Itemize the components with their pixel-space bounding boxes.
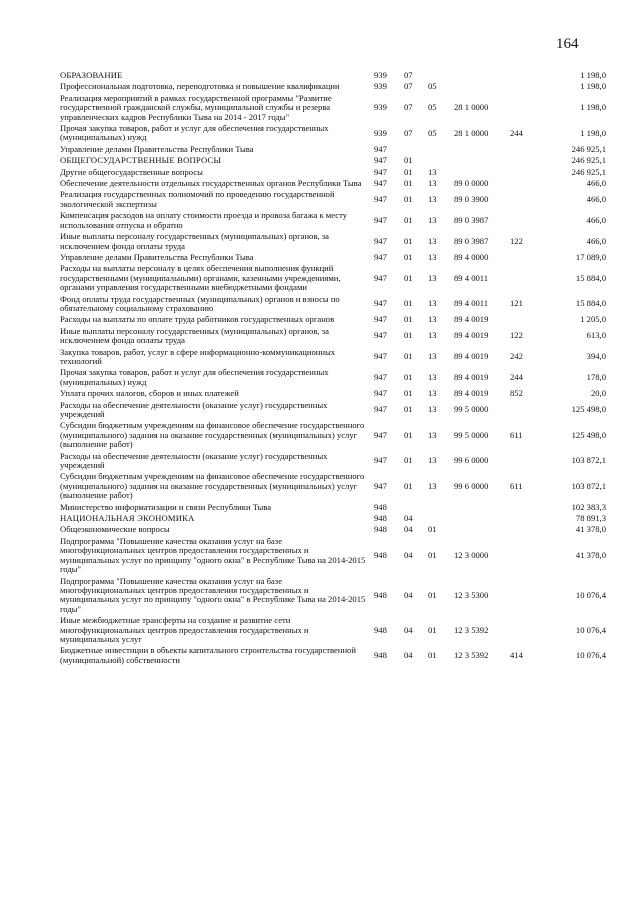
row-amount: 613,0 <box>586 330 606 341</box>
row-amount: 10 076,4 <box>575 650 606 661</box>
row-ministry-code: 947 <box>374 251 387 262</box>
row-ministry-code: 947 <box>374 404 387 415</box>
row-ministry-code: 948 <box>374 513 387 524</box>
row-expense-type-code <box>510 314 544 325</box>
row-expense-type-code: 611 <box>510 480 523 491</box>
row-amount: 15 884,0 <box>575 272 606 283</box>
table-row <box>60 81 606 92</box>
row-target-article-code <box>454 81 510 92</box>
row-subsection-code <box>428 155 454 166</box>
row-target-article-code: 89 4 0019 <box>454 314 489 325</box>
row-target-article-code <box>454 70 510 81</box>
row-target-article-code: 89 4 0019 <box>454 372 489 383</box>
row-ministry-code: 948 <box>374 524 387 535</box>
row-amount: 1 205,0 <box>580 314 606 325</box>
row-section-code: 04 <box>404 524 413 535</box>
table-row <box>60 524 606 535</box>
row-ministry-code: 947 <box>374 314 387 325</box>
row-subsection-code: 05 <box>428 81 437 92</box>
row-amount: 102 383,3 <box>571 501 606 512</box>
table-row <box>60 451 606 472</box>
row-description: Прочая закупка товаров, работ и услуг для обеспечения государственных (муниципальных) нужд <box>60 367 329 387</box>
row-target-article-code: 99 5 0000 <box>454 429 489 440</box>
row-section-code: 01 <box>404 235 413 246</box>
row-section-code <box>404 144 428 155</box>
row-ministry-code: 947 <box>374 388 387 399</box>
row-amount: 246 925,1 <box>571 143 606 154</box>
row-subsection-code: 13 <box>428 272 437 283</box>
table-row <box>60 93 606 123</box>
row-ministry-code: 947 <box>374 235 387 246</box>
row-ministry-code: 948 <box>374 624 387 635</box>
table-row <box>60 326 606 347</box>
row-target-article-code: 89 4 0019 <box>454 388 489 399</box>
row-amount: 1 198,0 <box>580 127 606 138</box>
row-description: Расходы на обеспечение деятельности (оказание услуг) государственных учреждений <box>60 450 328 471</box>
row-target-article-code: 99 6 0000 <box>454 480 489 491</box>
row-expense-type-code <box>510 536 544 576</box>
row-section-code: 07 <box>404 81 413 92</box>
table-row <box>60 314 606 325</box>
row-section-code: 01 <box>404 330 413 341</box>
row-description: Реализация мероприятий в рамках государственной программы "Развитие государственной гражданской службы, муниципальной службы и резерва управленческих кадров Республики Тыва на 2014 - 2017 годы" <box>60 92 332 122</box>
row-subsection-code: 13 <box>428 480 437 491</box>
row-target-article-code <box>454 167 510 178</box>
row-amount: 1 198,0 <box>580 70 606 80</box>
row-amount: 246 925,1 <box>571 166 606 177</box>
row-subsection-code: 01 <box>428 650 437 661</box>
row-ministry-code: 948 <box>374 650 387 661</box>
row-ministry-code: 947 <box>374 330 387 341</box>
table-row <box>60 167 606 178</box>
row-description: Обеспечение деятельности отдельных государственных органов Республики Тыва <box>60 178 362 189</box>
row-ministry-code: 947 <box>374 194 387 205</box>
row-section-code: 01 <box>404 272 413 283</box>
row-amount: 41 378,0 <box>575 524 606 535</box>
row-expense-type-code <box>510 576 544 616</box>
row-amount: 1 198,0 <box>580 102 606 113</box>
row-target-article-code: 28 1 0000 <box>454 127 489 138</box>
row-amount: 125 498,0 <box>571 429 606 440</box>
row-target-article-code: 89 4 0000 <box>454 251 489 262</box>
row-subsection-code: 13 <box>428 178 437 189</box>
row-description: ОБЩЕГОСУДАРСТВЕННЫЕ ВОПРОСЫ <box>60 155 222 166</box>
row-target-article-code: 12 3 0000 <box>454 549 489 560</box>
row-subsection-code <box>428 502 454 513</box>
row-ministry-code: 947 <box>374 166 387 177</box>
row-description: Иные выплаты персоналу государственных (муниципальных) органов, за исключением фонда оплаты труда <box>60 325 329 346</box>
row-expense-type-code: 852 <box>510 388 523 399</box>
row-target-article-code <box>454 524 510 535</box>
row-ministry-code: 947 <box>374 155 387 166</box>
table-row <box>60 388 606 399</box>
row-description: Уплата прочих налогов, сборов и иных платежей <box>60 388 239 399</box>
row-section-code: 04 <box>404 589 413 600</box>
row-expense-type-code <box>510 252 544 263</box>
row-expense-type-code <box>510 513 544 524</box>
table-row <box>60 347 606 368</box>
row-subsection-code: 13 <box>428 388 437 399</box>
row-amount: 103 872,1 <box>571 455 606 466</box>
row-target-article-code: 89 0 3987 <box>454 214 489 225</box>
row-subsection-code: 13 <box>428 314 437 325</box>
row-ministry-code: 947 <box>374 298 387 309</box>
row-section-code: 01 <box>404 404 413 415</box>
row-amount: 394,0 <box>586 351 606 362</box>
row-section-code: 04 <box>404 624 413 635</box>
row-subsection-code <box>428 513 454 524</box>
row-description: Расходы на выплаты персоналу в целях обеспечения выполнения функций государственными (муниципальными) органами, казенными учреждениями, органами управления государственными внебюджетными фондами <box>60 263 341 293</box>
row-ministry-code: 939 <box>374 70 387 80</box>
row-expense-type-code <box>510 210 544 231</box>
row-subsection-code: 13 <box>428 194 437 205</box>
row-expense-type-code: 121 <box>510 298 523 309</box>
row-subsection-code: 13 <box>428 251 437 262</box>
table-row <box>60 536 606 576</box>
row-description: Иные межбюджетные трансферты на создание и развитие сети многофункциональных центров предоставления государственных и муниципальных услуг <box>60 615 309 644</box>
row-subsection-code: 13 <box>428 429 437 440</box>
row-description: Профессиональная подготовка, переподготовка и повышение квалификации <box>60 81 340 92</box>
row-subsection-code: 13 <box>428 330 437 341</box>
row-section-code: 04 <box>404 549 413 560</box>
row-section-code: 07 <box>404 70 413 80</box>
table-row <box>60 178 606 189</box>
row-description: Фонд оплаты труда государственных (муниципальных) органов и взносы по обязательному социальному страхованию <box>60 293 340 313</box>
page-number: 164 <box>556 36 579 52</box>
table-row <box>60 189 606 210</box>
row-section-code: 01 <box>404 480 413 491</box>
table-row <box>60 231 606 252</box>
table-row <box>60 123 606 144</box>
row-description: Общеэкономические вопросы <box>60 524 170 535</box>
row-description: Компенсация расходов на оплату стоимости проезда и провоза багажа к месту использования отпуска и обратно <box>60 210 348 230</box>
row-target-article-code <box>454 155 510 166</box>
row-expense-type-code <box>510 178 544 189</box>
row-ministry-code: 948 <box>374 501 387 512</box>
row-subsection-code <box>428 144 454 155</box>
row-description: НАЦИОНАЛЬНАЯ ЭКОНОМИКА <box>60 513 195 524</box>
row-expense-type-code: 244 <box>510 372 523 383</box>
row-description: Другие общегосударственные вопросы <box>60 166 203 177</box>
row-expense-type-code <box>510 81 544 92</box>
row-expense-type-code: 244 <box>510 127 523 138</box>
row-amount: 466,0 <box>586 235 606 246</box>
row-description: Расходы на выплаты по оплате труда работников государственных органов <box>60 314 335 325</box>
row-ministry-code: 939 <box>374 81 387 92</box>
row-expense-type-code <box>510 263 544 293</box>
table-row <box>60 367 606 388</box>
row-target-article-code: 89 0 3900 <box>454 194 489 205</box>
row-subsection-code: 13 <box>428 455 437 466</box>
row-description: Субсидии бюджетным учреждениям на финансовое обеспечение государственного (муниципального) задания на оказание государственных (муниципальных) услуг (выполнение работ) <box>60 471 365 501</box>
table-row <box>60 420 606 450</box>
table-row <box>60 576 606 616</box>
row-subsection-code <box>428 70 454 81</box>
row-ministry-code: 947 <box>374 480 387 491</box>
row-target-article-code <box>454 502 510 513</box>
row-expense-type-code <box>510 70 544 81</box>
row-target-article-code: 89 4 0019 <box>454 351 489 362</box>
row-ministry-code: 947 <box>374 272 387 283</box>
row-target-article-code: 99 6 0000 <box>454 455 489 466</box>
row-section-code: 01 <box>404 388 413 399</box>
row-target-article-code <box>454 144 510 155</box>
row-subsection-code: 01 <box>428 624 437 635</box>
row-description: Управление делами Правительства Республики Тыва <box>60 251 254 262</box>
row-description: Бюджетные инвестиции в объекты капитального строительства государственной (муниципальной) собственности <box>60 645 356 665</box>
row-subsection-code: 13 <box>428 214 437 225</box>
row-amount: 10 076,4 <box>575 589 606 600</box>
row-target-article-code: 12 3 5392 <box>454 624 489 635</box>
row-expense-type-code <box>510 93 544 123</box>
row-ministry-code: 948 <box>374 589 387 600</box>
row-target-article-code: 89 4 0019 <box>454 330 489 341</box>
row-target-article-code <box>454 513 510 524</box>
row-amount: 466,0 <box>586 214 606 225</box>
row-section-code: 07 <box>404 127 413 138</box>
table-row <box>60 615 606 645</box>
row-ministry-code: 947 <box>374 214 387 225</box>
row-amount: 1 198,0 <box>580 81 606 92</box>
row-subsection-code: 13 <box>428 298 437 309</box>
row-amount: 125 498,0 <box>571 404 606 415</box>
row-section-code <box>404 502 428 513</box>
row-section-code: 01 <box>404 298 413 309</box>
table-row <box>60 400 606 421</box>
row-description: Реализация государственных полномочий по проведению государственной экологической экспертизы <box>60 189 335 209</box>
row-amount: 178,0 <box>586 372 606 383</box>
row-amount: 10 076,4 <box>575 624 606 635</box>
row-ministry-code: 939 <box>374 102 387 113</box>
row-subsection-code: 01 <box>428 524 437 535</box>
row-section-code: 04 <box>404 513 413 524</box>
row-subsection-code: 01 <box>428 589 437 600</box>
row-expense-type-code <box>510 144 544 155</box>
row-target-article-code: 12 3 5300 <box>454 589 489 600</box>
table-row <box>60 144 606 155</box>
row-description: Закупка товаров, работ, услуг в сфере информационно-коммуникационных технологий <box>60 346 336 366</box>
table-row <box>60 294 606 315</box>
row-section-code: 04 <box>404 650 413 661</box>
row-section-code: 01 <box>404 155 413 166</box>
row-target-article-code: 89 0 0000 <box>454 178 489 189</box>
row-expense-type-code <box>510 615 544 645</box>
row-ministry-code: 947 <box>374 429 387 440</box>
row-subsection-code: 13 <box>428 372 437 383</box>
row-subsection-code: 01 <box>428 549 437 560</box>
table-row <box>60 210 606 231</box>
row-description: ОБРАЗОВАНИЕ <box>60 70 123 80</box>
table-row <box>60 70 606 81</box>
row-subsection-code: 13 <box>428 166 437 177</box>
row-description: Расходы на обеспечение деятельности (оказание услуг) государственных учреждений <box>60 399 328 419</box>
row-section-code: 01 <box>404 166 413 177</box>
row-subsection-code: 13 <box>428 235 437 246</box>
row-expense-type-code: 611 <box>510 429 523 440</box>
table-row <box>60 252 606 263</box>
row-target-article-code: 99 5 0000 <box>454 404 489 415</box>
row-target-article-code: 28 1 0000 <box>454 102 489 113</box>
row-amount: 78 891,3 <box>575 513 606 524</box>
budget-table <box>60 70 606 666</box>
budget-table-body <box>60 70 606 666</box>
row-ministry-code: 947 <box>374 455 387 466</box>
table-row <box>60 263 606 293</box>
row-amount: 246 925,1 <box>571 155 606 166</box>
row-section-code: 01 <box>404 194 413 205</box>
row-description: Подпрограмма "Повышение качества оказания услуг на базе многофункциональных центров предоставления государственных и муниципальных услуг по принципу "одного окна" в Республике Тыва на 2014-2015 годы" <box>60 575 366 614</box>
row-expense-type-code: 242 <box>510 351 523 362</box>
row-amount: 466,0 <box>586 178 606 189</box>
row-section-code: 01 <box>404 178 413 189</box>
row-target-article-code: 12 3 5392 <box>454 650 489 661</box>
row-subsection-code: 13 <box>428 404 437 415</box>
table-row <box>60 155 606 166</box>
table-row <box>60 502 606 513</box>
row-amount: 466,0 <box>586 194 606 205</box>
table-row <box>60 645 606 666</box>
row-section-code: 01 <box>404 455 413 466</box>
row-section-code: 07 <box>404 102 413 113</box>
row-target-article-code: 89 4 0011 <box>454 298 489 309</box>
row-amount: 15 884,0 <box>575 298 606 309</box>
row-expense-type-code: 122 <box>510 235 523 246</box>
row-description: Министерство информатизации и связи Республики Тыва <box>60 501 272 512</box>
row-section-code: 01 <box>404 251 413 262</box>
row-ministry-code: 947 <box>374 143 387 154</box>
row-expense-type-code: 414 <box>510 650 523 661</box>
row-description: Прочая закупка товаров, работ и услуг для обеспечения государственных (муниципальных) нужд <box>60 123 329 143</box>
row-expense-type-code <box>510 400 544 421</box>
row-amount: 17 089,0 <box>575 251 606 262</box>
row-description: Иные выплаты персоналу государственных (муниципальных) органов, за исключением фонда оплаты труда <box>60 231 329 251</box>
row-amount: 20,0 <box>590 388 606 399</box>
row-section-code: 01 <box>404 372 413 383</box>
row-subsection-code: 13 <box>428 351 437 362</box>
row-ministry-code: 948 <box>374 549 387 560</box>
row-expense-type-code <box>510 167 544 178</box>
row-subsection-code: 05 <box>428 102 437 113</box>
row-ministry-code: 947 <box>374 372 387 383</box>
row-description: Подпрограмма "Повышение качества оказания услуг на базе многофункциональных центров предоставления государственных и муниципальных услуг по принципу "одного окна" в Республике Тыва на 2014-2015 годы" <box>60 535 366 575</box>
row-expense-type-code <box>510 189 544 210</box>
row-expense-type-code <box>510 524 544 535</box>
row-target-article-code: 89 4 0011 <box>454 272 489 283</box>
row-amount: 103 872,1 <box>571 480 606 491</box>
row-expense-type-code <box>510 155 544 166</box>
row-expense-type-code: 122 <box>510 330 523 341</box>
row-section-code: 01 <box>404 314 413 325</box>
row-ministry-code: 947 <box>374 178 387 189</box>
row-expense-type-code <box>510 451 544 472</box>
row-amount: 41 378,0 <box>575 549 606 560</box>
row-section-code: 01 <box>404 214 413 225</box>
row-expense-type-code <box>510 502 544 513</box>
table-row <box>60 471 606 501</box>
row-target-article-code: 89 0 3987 <box>454 235 489 246</box>
table-row <box>60 513 606 524</box>
row-ministry-code: 947 <box>374 351 387 362</box>
row-description: Управление делами Правительства Республики Тыва <box>60 143 254 154</box>
row-subsection-code: 05 <box>428 127 437 138</box>
row-section-code: 01 <box>404 351 413 362</box>
row-ministry-code: 939 <box>374 127 387 138</box>
row-description: Субсидии бюджетным учреждениям на финансовое обеспечение государственного (муниципального) задания на оказание государственных (муниципальных) услуг (выполнение работ) <box>60 420 365 450</box>
row-section-code: 01 <box>404 429 413 440</box>
